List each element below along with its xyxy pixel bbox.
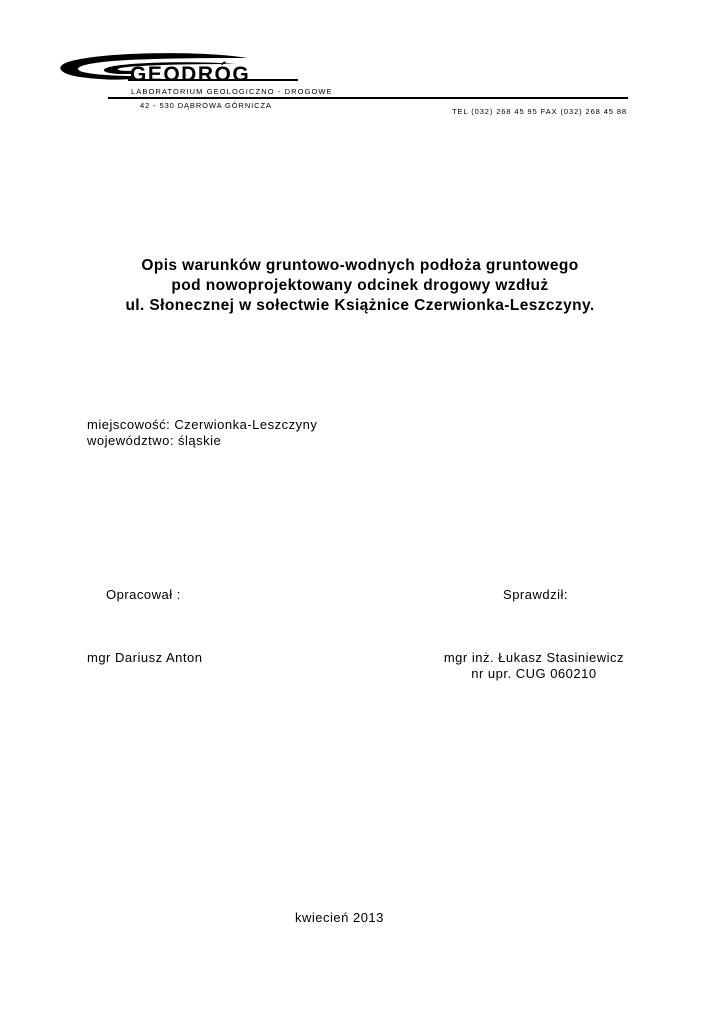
checked-by-block [444, 650, 624, 682]
title-line-3: ul. Słonecznej w sołectwie Książnice Czerwionka-Leszczyny. [125, 297, 595, 314]
document-date: kwiecień 2013 [295, 910, 384, 925]
checked-by-license: nr upr. CUG 060210 [471, 666, 597, 681]
voivodeship-line: województwo: śląskie [87, 433, 222, 448]
checked-by-label: Sprawdził: [503, 587, 568, 602]
company-subtitle: LABORATORIUM GEOLOGICZNO - DROGOWE [131, 87, 333, 96]
prepared-by-label: Opracował : [106, 587, 181, 602]
prepared-by-name: mgr Dariusz Anton [87, 650, 203, 665]
document-title [60, 256, 660, 316]
company-contact: TEL (032) 268 45 95 FAX (032) 268 45 88 [452, 107, 627, 116]
town-line: miejscowość: Czerwionka-Leszczyny [87, 417, 318, 432]
header-divider [108, 97, 628, 99]
title-line-1: Opis warunków gruntowo-wodnych podłoża gruntowego [141, 257, 579, 274]
location-info [87, 417, 317, 449]
checked-by-name: mgr inż. Łukasz Stasiniewicz [443, 650, 624, 665]
logo-wordmark: GEODRÓG [130, 63, 251, 86]
title-line-2: pod nowoprojektowany odcinek drogowy wzdłuż [171, 277, 549, 294]
company-address: 42 - 530 DĄBROWA GÓRNICZA [140, 101, 272, 110]
